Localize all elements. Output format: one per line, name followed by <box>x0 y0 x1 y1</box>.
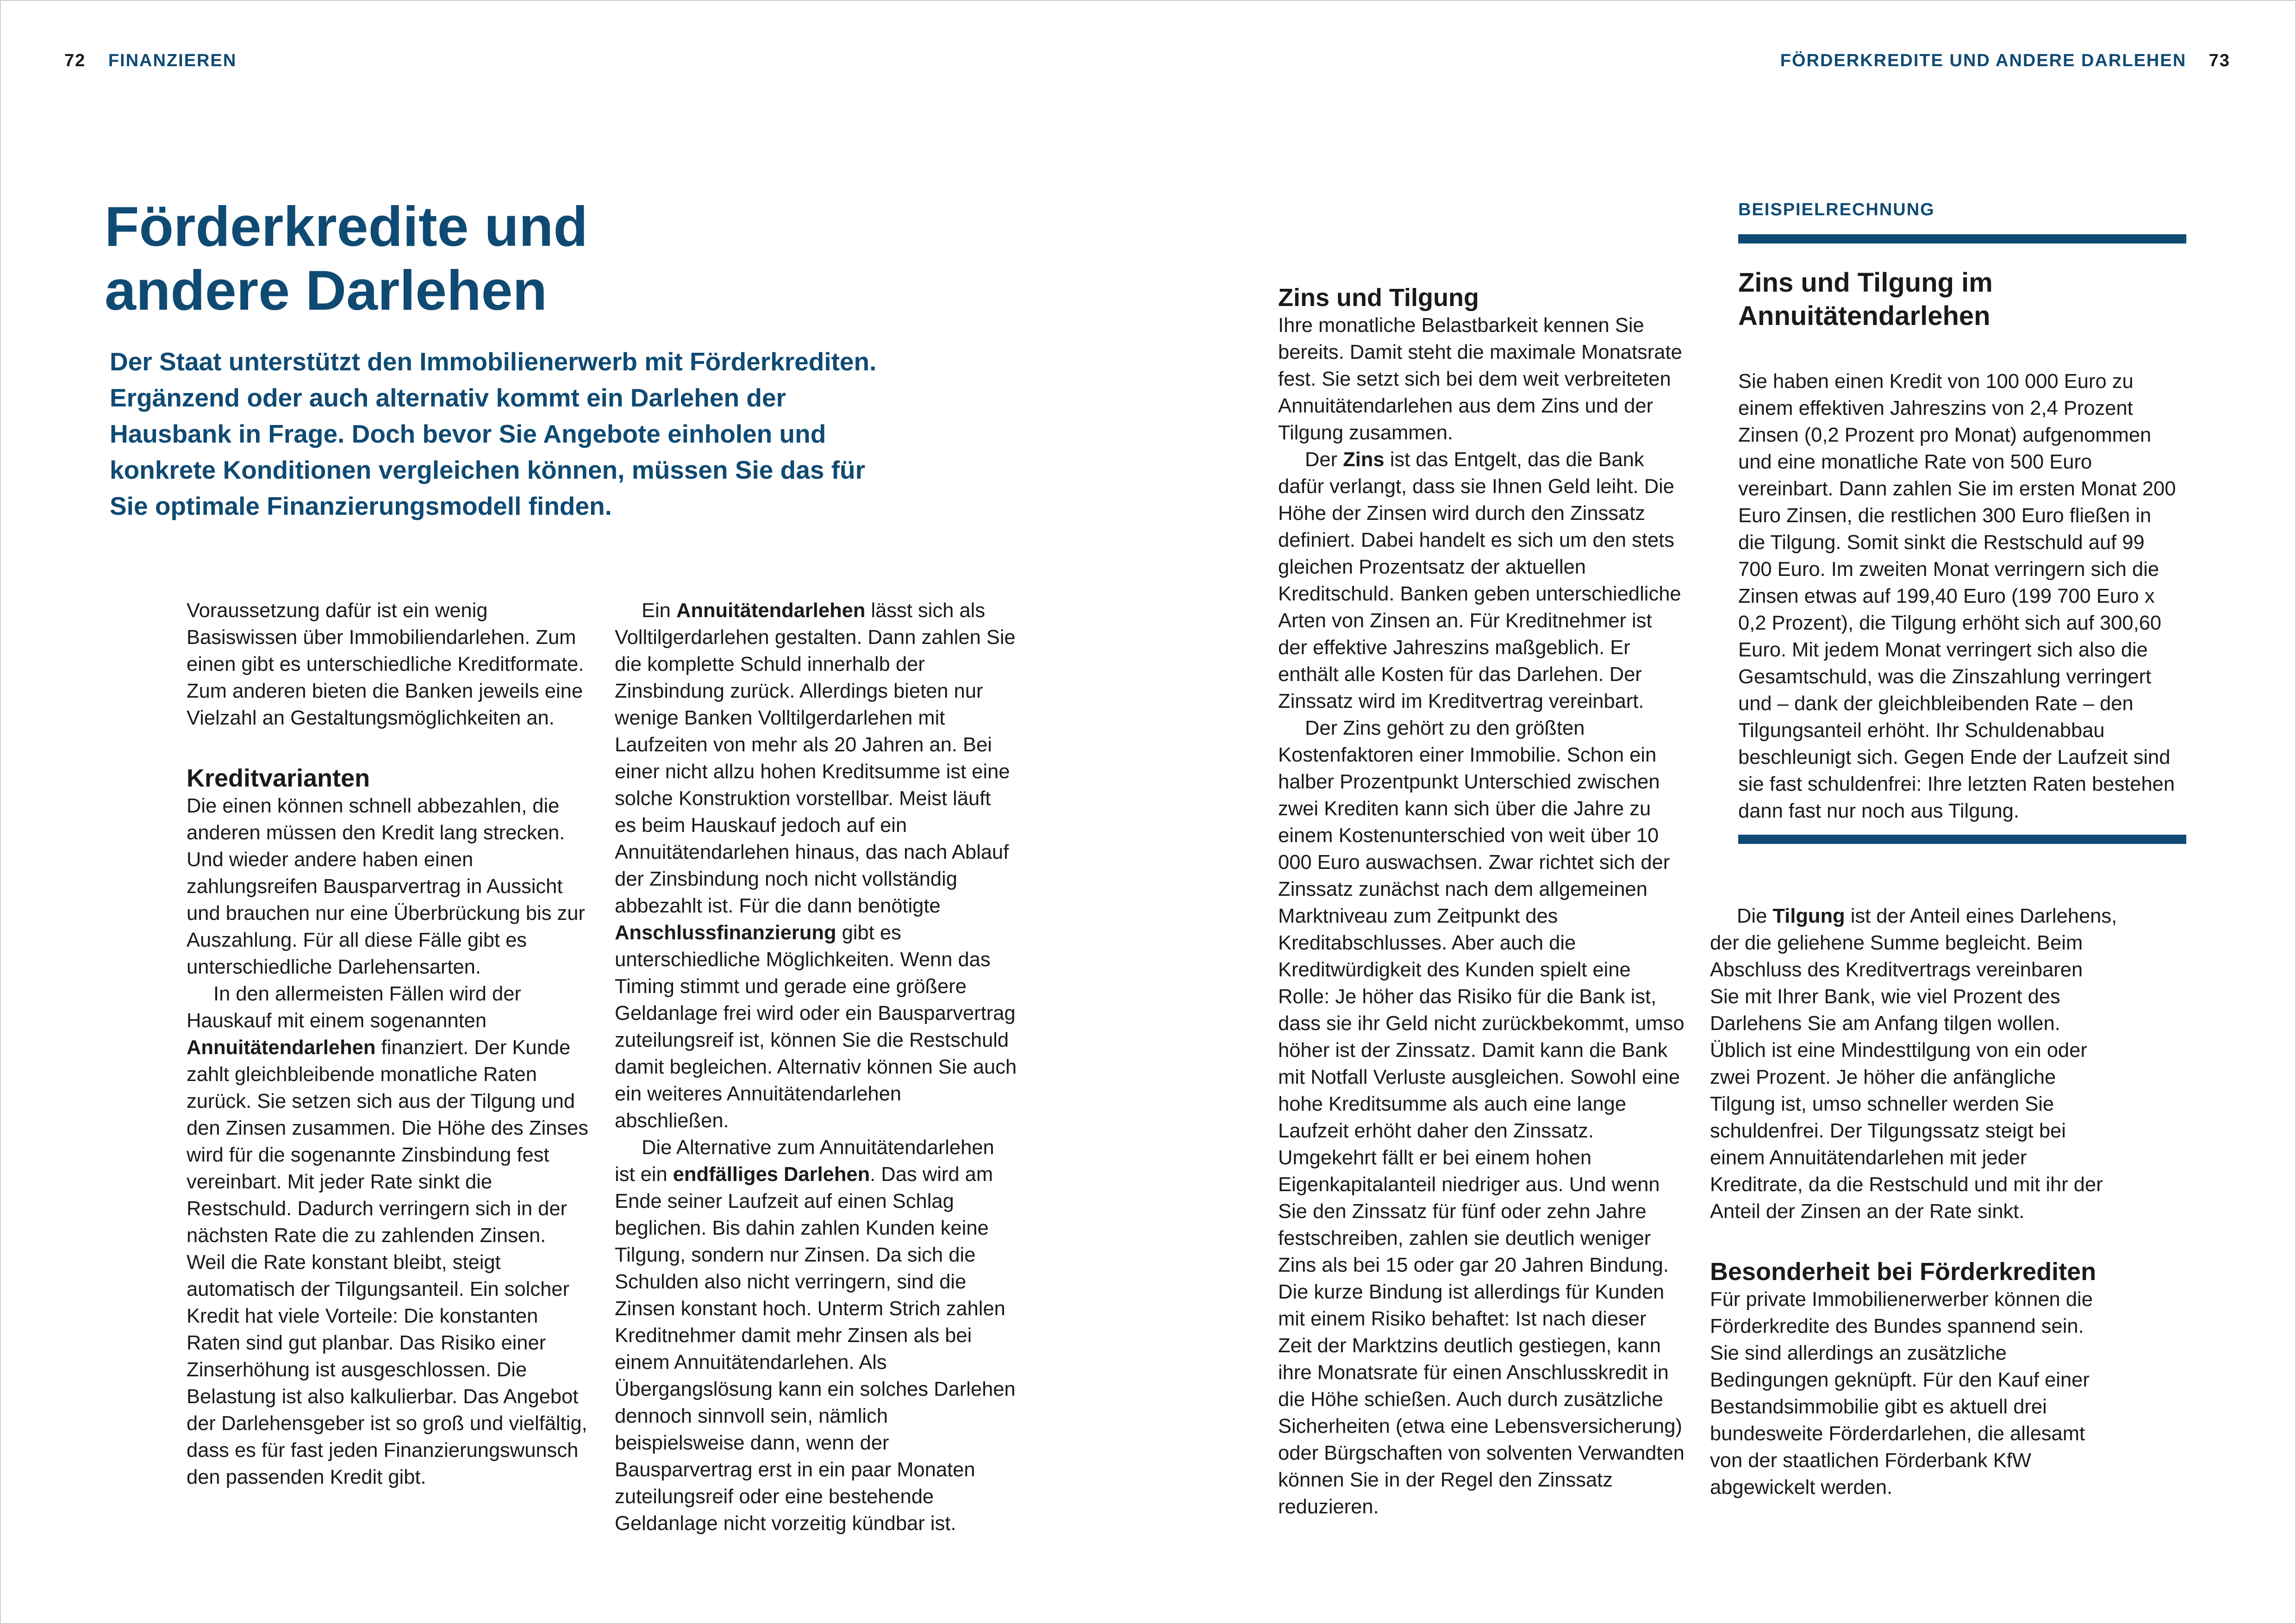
paragraph <box>1278 446 1685 715</box>
text-run: Der Zins gehört zu den größten Kostenfaktoren einer Immobilie. Schon ein halber Prozentpunkt Unterschied zwischen zwei Krediten kann sich über die Jahre zu einem Kostenunterschied von weit über 10 000 Euro auswachsen. Zwar richtet sich der Zinssatz zunächst nach dem allgemeinen Marktniveau zum Zeitpunkt des Kreditabschlusses. Aber auch die Kreditwürdigkeit des Kunden spielt eine Rolle: Je höher das Risiko für die Bank ist, dass sie ihr Geld nicht zurückbekommt, umso höher ist der Zinssatz. Damit kann die Bank mit Notfall Verluste ausgleichen. Sowohl eine hohe Kreditsumme als auch eine lange Laufzeit erhöht daher den Zinssatz. Umgekehrt fällt er bei einem hohen Eigenkapitalanteil niedriger aus. Und wenn Sie den Zinssatz für fünf oder zehn Jahre festschreiben, zahlen sie deutlich weniger Zins als bei 15 oder gar 20 Jahren Bindung. Die kurze Bindung ist allerdings für Kunden mit einem Risiko behaftet: Ist nach dieser Zeit der Marktzins deutlich gestiegen, kann ihre Monatsrate für einen Anschlusskredit in die Höhe schießen. Auch durch zusätzliche Sicherheiten (etwa eine Lebensversicherung) oder Bürgschaften von solventen Verwandten können Sie in der Regel den Zinssatz reduzieren. <box>1278 717 1685 1518</box>
text-run: Ein <box>642 600 676 622</box>
section-title-right: FÖRDERKREDITE UND ANDERE DARLEHEN <box>1780 51 2187 70</box>
text-run: Die <box>1737 905 1773 927</box>
example-box-title: Zins und Tilgung im Annuitätendarlehen <box>1738 268 1993 331</box>
bold-term: Annuitätendarlehen <box>187 1037 376 1059</box>
text-run: ist das Entgelt, das die Bank dafür verlangt, dass sie Ihnen Geld leiht. Die Höhe der Zinsen wird durch den Zinssatz definiert. Dabei handelt es sich um den stets gleichen Prozentsatz der aktuellen Kreditschuld. Banken geben unterschiedliche Arten von Zinsen an. Für Kreditnehmer ist der effektive Jahreszins maßgeblich. Er enthält alle Kosten für das Darlehen. Der Zinssatz wird im Kreditvertrag vereinbart. <box>1278 449 1681 712</box>
text-column-4 <box>1710 903 2117 1501</box>
text-run: Für private Immobilienerwerber können die Förderkredite des Bundes spannend sein. Sie sind allerdings an zusätzliche Bedingungen geknüpft. Für den Kauf einer Bestandsimmobilie gibt es aktuell drei bundesweite Förderdarlehen, die allesamt von der staatlichen Förderbank KfW abgewickelt werden. <box>1710 1288 2093 1499</box>
paragraph <box>615 597 1017 1134</box>
running-header-left <box>64 51 237 71</box>
text-run: Der <box>1305 449 1343 471</box>
bold-term: Zins <box>1343 449 1385 471</box>
bold-term: Anschlussfinanzierung <box>615 922 836 944</box>
text-run: Ihre monatliche Belastbarkeit kennen Sie bereits. Damit steht die maximale Monatsrate fest. Sie setzt sich bei dem weit verbreiteten Annuitätendarlehen aus dem Zins und der Tilgung zusammen. <box>1278 314 1682 444</box>
paragraph <box>187 981 589 1491</box>
chapter-title: Förderkredite und andere Darlehen <box>105 195 588 322</box>
running-header-right <box>1780 51 2230 71</box>
example-box-body <box>1738 368 2183 824</box>
paragraph <box>1710 1286 2117 1501</box>
text-run: Die Alternative zum Annuitätendarlehen ist ein <box>615 1137 994 1186</box>
paragraph <box>187 793 589 981</box>
bold-term: Annuitätendarlehen <box>676 600 866 622</box>
paragraph <box>187 597 589 731</box>
text-column-2 <box>615 597 1017 1537</box>
text-run: . Das wird am Ende seiner Laufzeit auf einen Schlag beglichen. Bis dahin zahlen Kunden keine Tilgung, sondern nur Zinsen. Da sich die Schulden also nicht verringern, sind die Zinsen konstant hoch. Unterm Strich zahlen Kreditnehmer damit mehr Zinsen als bei einem Annuitätendarlehen. Als Übergangslösung kann ein solches Darlehen dennoch sinnvoll sein, nämlich beispielsweise dann, wenn der Bausparvertrag erst in ein paar Monaten zuteilungsreif oder eine bestehende Geldanlage nicht vorzeitig kündbar ist. <box>615 1163 1016 1535</box>
subheading: Kreditvarianten <box>187 764 370 792</box>
text-run: Voraussetzung dafür ist ein wenig Basiswissen über Immobiliendarlehen. Zum einen gibt es unterschiedliche Kreditformate. Zum anderen bieten die Banken jeweils eine Vielzahl an Gestaltungsmöglichkeiten an. <box>187 600 584 729</box>
paragraph <box>1278 312 1685 446</box>
section-title-left: FINANZIEREN <box>108 51 237 70</box>
text-run: finanziert. Der Kunde zahlt gleichbleibende monatliche Raten zurück. Sie setzen sich aus der Tilgung und den Zinsen zusammen. Die Höhe des Zinses wird für die sogenannte Zinsbindung fest vereinbart. Mit jeder Rate sinkt die Restschuld. Dadurch verringern sich in der nächsten Rate die zu zahlenden Zinsen. Weil die Rate konstant bleibt, steigt automatisch der Tilgungsanteil. Ein solcher Kredit hat viele Vorteile: Die konstanten Raten sind gut planbar. Das Risiko einer Zinserhöhung ist ausgeschlossen. Die Belastung ist also kalkulierbar. Das Angebot der Darlehensgeber ist so groß und vielfältig, dass es für fast jeden Finanzierungswunsch den passenden Kredit gibt. <box>187 1037 589 1488</box>
text-run: In den allermeisten Fällen wird der Hauskauf mit einem sogenannten <box>187 983 521 1032</box>
bold-term: endfälliges Darlehen <box>673 1163 870 1186</box>
page-number-left: 72 <box>64 51 86 70</box>
text-run: Die einen können schnell abbezahlen, die anderen müssen den Kredit lang strecken. Und wieder andere haben einen zahlungsreifen Bausparvertrag in Aussicht und brauchen nur eine Überbrückung bis zur Auszahlung. Für all diese Fälle gibt es unterschiedliche Darlehensarten. <box>187 795 585 978</box>
text-column-1 <box>187 597 589 1491</box>
text-column-3 <box>1278 283 1685 1520</box>
subheading: Besonderheit bei Förderkrediten <box>1710 1258 2096 1286</box>
example-box-top-rule <box>1738 234 2186 244</box>
example-box-bottom-rule <box>1738 835 2186 844</box>
text-run: ist der Anteil eines Darlehens, der die geliehene Summe begleicht. Beim Abschluss des Kreditvertrags vereinbaren Sie mit Ihrer Bank, wie viel Prozent des Darlehens Sie am Anfang tilgen wollen. Üblich ist eine Mindesttilgung von ein oder zwei Prozent. Je höher die anfängliche Tilgung ist, umso schneller werden Sie schuldenfrei. Der Tilgungssatz steigt bei einem Annuitätendarlehen mit jeder Kreditrate, da die Restschuld und mit ihr der Anteil der Zinsen an der Rate sinkt. <box>1710 905 2117 1223</box>
example-box-text: Sie haben einen Kredit von 100 000 Euro zu einem effektiven Jahreszins von 2,4 Prozent Zinsen (0,2 Prozent pro Monat) aufgenommen und eine monatliche Rate von 500 Euro vereinbart. Dann zahlen Sie im ersten Monat 200 Euro Zinsen, die restlichen 300 Euro fließen in die Tilgung. Somit sinkt die Restschuld auf 99 700 Euro. Im zweiten Monat verringern sich die Zinsen etwas auf 199,40 Euro (199 700 Euro x 0,2 Prozent), die Tilgung erhöht sich auf 300,60 Euro. Mit jedem Monat verringert sich also die Gesamtschuld, was die Zinszahlung verringert und – dank der gleichbleibenden Rate – den Tilgungsanteil erhöht. Ihr Schuldenabbau beschleunigt sich. Gegen Ende der Laufzeit sind sie fast schuldenfrei: Ihre letzten Raten bestehen dann fast nur noch aus Tilgung. <box>1738 370 2176 822</box>
paragraph <box>1710 903 2117 1225</box>
text-run: lässt sich als Volltilgerdarlehen gestalten. Dann zahlen Sie die komplette Schuld innerhalb der Zinsbindung zurück. Allerdings bieten nur wenige Banken Volltilgerdarlehen mit Laufzeiten von mehr als 20 Jahren an. Bei einer nicht allzu hohen Kreditsumme ist eine solche Konstruktion vorstellbar. Meist läuft es beim Hauskauf jedoch auf ein Annuitätendarlehen hinaus, das nach Ablauf der Zinsbindung noch nicht vollständig abbezahlt ist. Für die dann benötigte <box>615 600 1016 917</box>
text-run: gibt es unterschiedliche Möglichkeiten. Wenn das Timing stimmt und gerade eine größere Geldanlage frei wird oder ein Bausparvertrag zuteilungsreif ist, können Sie die Restschuld damit begleichen. Alternativ können Sie auch ein weiteres Annuitätendarlehen abschließen. <box>615 922 1017 1132</box>
lead-paragraph: Der Staat unterstützt den Immobilienerwerb mit Förderkrediten. Ergänzend oder auch alternativ kommt ein Darlehen der Hausbank in Frage. Doch bevor Sie Angebote einholen und konkrete Konditionen vergleichen können, müssen Sie das für Sie optimale Finanzierungsmodell finden. <box>110 347 877 520</box>
example-box-label: BEISPIELRECHNUNG <box>1738 200 1935 219</box>
subheading: Zins und Tilgung <box>1278 284 1479 312</box>
bold-term: Tilgung <box>1772 905 1845 927</box>
paragraph <box>615 1134 1017 1537</box>
paragraph <box>1278 715 1685 1520</box>
page-number-right: 73 <box>2209 51 2230 70</box>
